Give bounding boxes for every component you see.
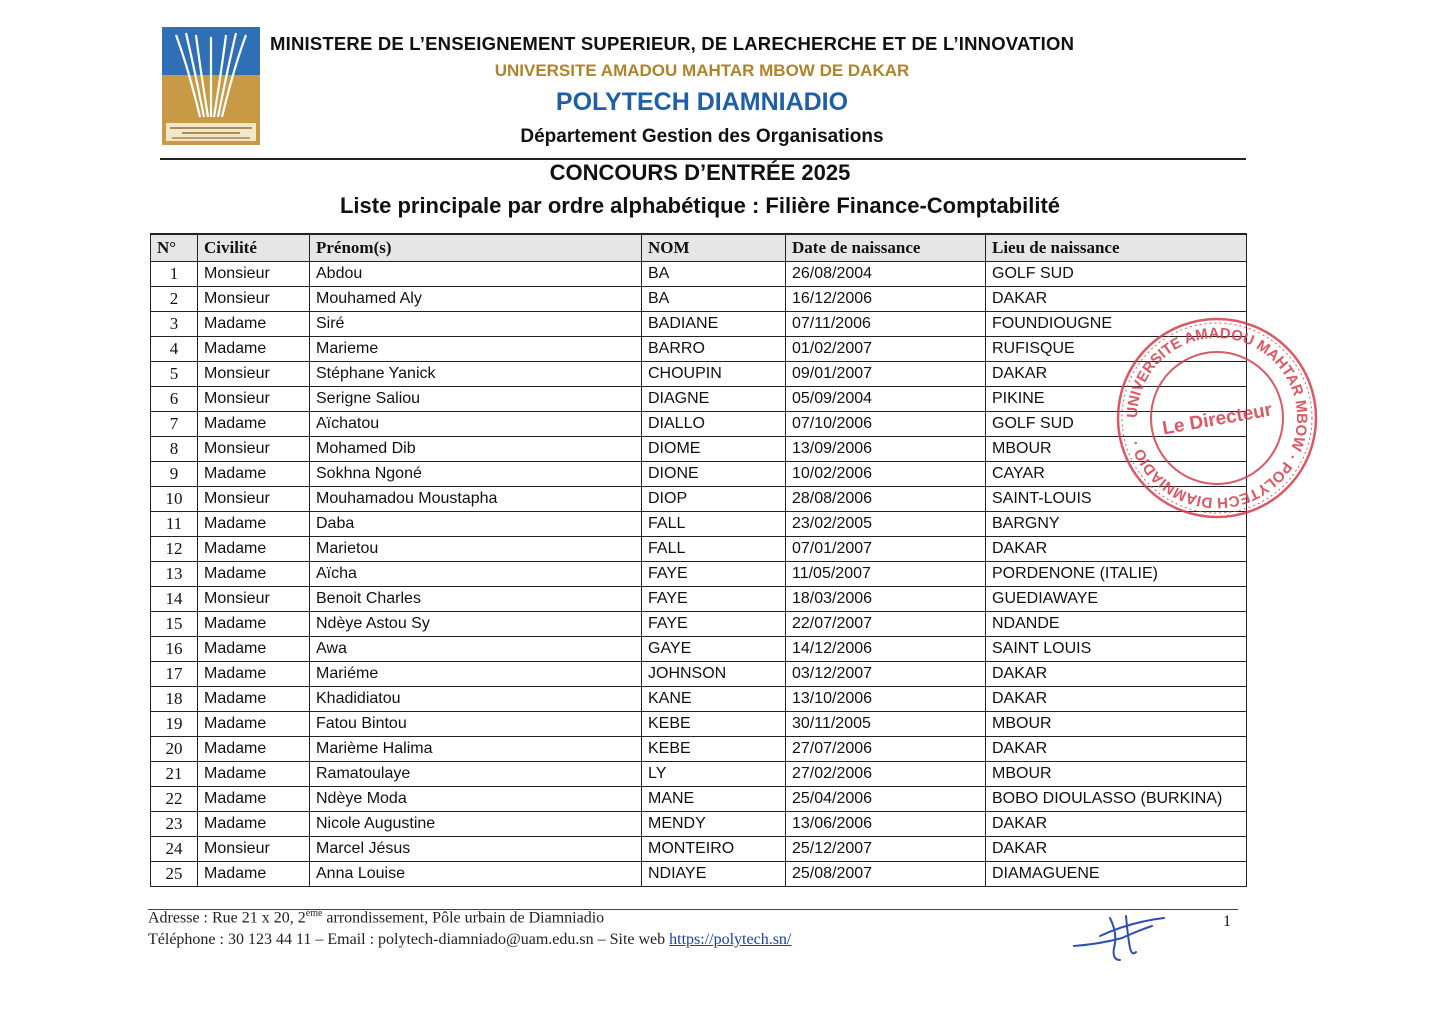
cell-birth-date: 26/08/2004: [786, 261, 986, 286]
list-title: Liste principale par ordre alphabétique : Filière Finance-Comptabilité: [339, 193, 1061, 218]
cell-first-names: Stéphane Yanick: [310, 361, 642, 386]
cell-first-names: Benoit Charles: [310, 586, 642, 611]
cell-number: 19: [151, 711, 198, 736]
cell-number: 3: [151, 311, 198, 336]
cell-first-names: Awa: [310, 636, 642, 661]
cell-first-names: Ramatoulaye: [310, 761, 642, 786]
cell-first-names: Nicole Augustine: [310, 811, 642, 836]
cell-birth-place: DAKAR: [986, 661, 1247, 686]
cell-first-names: Siré: [310, 311, 642, 336]
cell-last-name: FALL: [642, 536, 786, 561]
cell-birth-date: 14/12/2006: [786, 636, 986, 661]
cell-birth-date: 05/09/2004: [786, 386, 986, 411]
cell-birth-place: GOLF SUD: [986, 411, 1247, 436]
cell-civility: Madame: [198, 311, 310, 336]
cell-number: 17: [151, 661, 198, 686]
cell-last-name: GAYE: [642, 636, 786, 661]
table-row: [151, 461, 1247, 486]
cell-number: 11: [151, 511, 198, 536]
cell-first-names: Mouhamed Aly: [310, 286, 642, 311]
cell-civility: Madame: [198, 411, 310, 436]
university-logo: [162, 27, 260, 145]
cell-birth-date: 10/02/2006: [786, 461, 986, 486]
cell-number: 1: [151, 261, 198, 286]
table-row: [151, 411, 1247, 436]
candidates-table-container: [150, 233, 1246, 887]
cell-first-names: Fatou Bintou: [310, 711, 642, 736]
cell-number: 22: [151, 786, 198, 811]
footer-address: [148, 908, 604, 927]
cell-first-names: Aïchatou: [310, 411, 642, 436]
cell-first-names: Ndèye Moda: [310, 786, 642, 811]
logo-graphic: [162, 27, 260, 145]
cell-first-names: Daba: [310, 511, 642, 536]
cell-birth-place: MBOUR: [986, 761, 1247, 786]
cell-first-names: Aïcha: [310, 561, 642, 586]
department-name: Département Gestion des Organisations: [520, 126, 884, 147]
cell-last-name: LY: [642, 761, 786, 786]
table-row: [151, 536, 1247, 561]
table-header-row: [151, 234, 1247, 261]
table-row: [151, 736, 1247, 761]
cell-civility: Madame: [198, 786, 310, 811]
cell-birth-place: DAKAR: [986, 286, 1247, 311]
cell-number: 21: [151, 761, 198, 786]
cell-first-names: Khadidiatou: [310, 686, 642, 711]
table-row: [151, 361, 1247, 386]
cell-birth-date: 09/01/2007: [786, 361, 986, 386]
cell-birth-date: 27/07/2006: [786, 736, 986, 761]
stamp-ring-text: UNIVERSITE AMADOU MAHTAR MBOW · POLYTECH DIAMNIADIO ·: [1123, 324, 1311, 512]
cell-first-names: Marieme: [310, 336, 642, 361]
table-row: [151, 786, 1247, 811]
table-row: [151, 661, 1247, 686]
cell-first-names: Ndèye Astou Sy: [310, 611, 642, 636]
cell-number: 14: [151, 586, 198, 611]
cell-birth-place: SAINT LOUIS: [986, 636, 1247, 661]
exam-title: CONCOURS D’ENTRÉE 2025: [549, 160, 851, 185]
address-prefix: Adresse : Rue 21 x 20, 2: [148, 909, 306, 927]
table-row: [151, 686, 1247, 711]
column-header-first-names: Prénom(s): [310, 234, 642, 261]
cell-number: 7: [151, 411, 198, 436]
cell-last-name: KANE: [642, 686, 786, 711]
table-row: [151, 861, 1247, 886]
cell-number: 10: [151, 486, 198, 511]
cell-last-name: BARRO: [642, 336, 786, 361]
cell-number: 18: [151, 686, 198, 711]
page-number: 1: [1223, 913, 1231, 930]
cell-civility: Madame: [198, 636, 310, 661]
cell-civility: Monsieur: [198, 261, 310, 286]
cell-number: 16: [151, 636, 198, 661]
table-row: [151, 611, 1247, 636]
cell-civility: Monsieur: [198, 486, 310, 511]
cell-last-name: DIALLO: [642, 411, 786, 436]
cell-civility: Monsieur: [198, 586, 310, 611]
cell-birth-date: 22/07/2007: [786, 611, 986, 636]
cell-civility: Madame: [198, 611, 310, 636]
cell-number: 25: [151, 861, 198, 886]
cell-number: 23: [151, 811, 198, 836]
cell-civility: Madame: [198, 511, 310, 536]
table-row: [151, 436, 1247, 461]
cell-last-name: DIONE: [642, 461, 786, 486]
cell-birth-date: 25/04/2006: [786, 786, 986, 811]
website-link[interactable]: https://polytech.sn/: [669, 931, 792, 948]
cell-birth-place: CAYAR: [986, 461, 1247, 486]
cell-last-name: KEBE: [642, 736, 786, 761]
cell-last-name: BA: [642, 286, 786, 311]
table-body: [151, 261, 1247, 886]
cell-first-names: Marième Halima: [310, 736, 642, 761]
cell-first-names: Mariéme: [310, 661, 642, 686]
column-header-birth-place: Lieu de naissance: [986, 234, 1247, 261]
cell-birth-date: 03/12/2007: [786, 661, 986, 686]
cell-birth-place: DAKAR: [986, 736, 1247, 761]
school-name: POLYTECH DIAMNIADIO: [555, 88, 849, 116]
cell-civility: Madame: [198, 861, 310, 886]
cell-birth-date: 11/05/2007: [786, 561, 986, 586]
university-name: UNIVERSITE AMADOU MAHTAR MBOW DE DAKAR: [494, 61, 910, 80]
cell-birth-place: FOUNDIOUGNE: [986, 311, 1247, 336]
cell-birth-date: 16/12/2006: [786, 286, 986, 311]
cell-civility: Monsieur: [198, 286, 310, 311]
cell-civility: Madame: [198, 711, 310, 736]
cell-civility: Madame: [198, 336, 310, 361]
cell-birth-date: 18/03/2006: [786, 586, 986, 611]
footer-contact: [148, 931, 791, 949]
table-row: [151, 711, 1247, 736]
cell-first-names: Mouhamadou Moustapha: [310, 486, 642, 511]
table-row: [151, 311, 1247, 336]
cell-civility: Monsieur: [198, 386, 310, 411]
cell-birth-place: DAKAR: [986, 811, 1247, 836]
table-row: [151, 486, 1247, 511]
director-signature: [1070, 908, 1170, 964]
cell-civility: Monsieur: [198, 436, 310, 461]
address-suffix: arrondissement, Pôle urbain de Diamniadio: [322, 909, 605, 927]
column-header-birth-date: Date de naissance: [786, 234, 986, 261]
cell-last-name: JOHNSON: [642, 661, 786, 686]
table-row: [151, 386, 1247, 411]
cell-civility: Madame: [198, 686, 310, 711]
cell-last-name: DIOP: [642, 486, 786, 511]
table-row: [151, 561, 1247, 586]
cell-birth-date: 25/12/2007: [786, 836, 986, 861]
table-row: [151, 261, 1247, 286]
table-row: [151, 811, 1247, 836]
address-superscript: ème: [305, 908, 323, 919]
cell-birth-place: MBOUR: [986, 436, 1247, 461]
cell-civility: Madame: [198, 761, 310, 786]
table-row: [151, 761, 1247, 786]
cell-last-name: BADIANE: [642, 311, 786, 336]
cell-number: 6: [151, 386, 198, 411]
cell-birth-place: MBOUR: [986, 711, 1247, 736]
cell-number: 2: [151, 286, 198, 311]
cell-last-name: DIOME: [642, 436, 786, 461]
cell-last-name: MENDY: [642, 811, 786, 836]
ministry-heading: MINISTERE DE L’ENSEIGNEMENT SUPERIEUR, DE LARECHERCHE ET DE L’INNOVATION: [270, 33, 1075, 54]
cell-number: 15: [151, 611, 198, 636]
candidates-table: [150, 233, 1247, 887]
table-row: [151, 336, 1247, 361]
cell-birth-date: 13/06/2006: [786, 811, 986, 836]
cell-number: 13: [151, 561, 198, 586]
cell-last-name: FAYE: [642, 561, 786, 586]
cell-birth-place: BARGNY: [986, 511, 1247, 536]
cell-number: 8: [151, 436, 198, 461]
column-header-number: N°: [151, 234, 198, 261]
cell-birth-date: 30/11/2005: [786, 711, 986, 736]
cell-last-name: NDIAYE: [642, 861, 786, 886]
cell-last-name: MONTEIRO: [642, 836, 786, 861]
column-header-civility: Civilité: [198, 234, 310, 261]
cell-civility: Monsieur: [198, 836, 310, 861]
cell-birth-place: DAKAR: [986, 836, 1247, 861]
cell-birth-date: 07/10/2006: [786, 411, 986, 436]
cell-civility: Madame: [198, 561, 310, 586]
table-row: [151, 511, 1247, 536]
cell-birth-date: 28/08/2006: [786, 486, 986, 511]
cell-birth-place: GOLF SUD: [986, 261, 1247, 286]
cell-number: 4: [151, 336, 198, 361]
cell-number: 9: [151, 461, 198, 486]
cell-number: 24: [151, 836, 198, 861]
cell-birth-date: 07/01/2007: [786, 536, 986, 561]
cell-birth-place: DIAMAGUENE: [986, 861, 1247, 886]
cell-number: 20: [151, 736, 198, 761]
cell-birth-place: PIKINE: [986, 386, 1247, 411]
cell-first-names: Mohamed Dib: [310, 436, 642, 461]
table-row: [151, 836, 1247, 861]
cell-birth-place: DAKAR: [986, 361, 1247, 386]
contact-text: Téléphone : 30 123 44 11 – Email : polytech-diamniado@uam.edu.sn – Site web: [148, 931, 670, 948]
cell-last-name: MANE: [642, 786, 786, 811]
table-row: [151, 636, 1247, 661]
cell-last-name: FAYE: [642, 611, 786, 636]
cell-birth-place: RUFISQUE: [986, 336, 1247, 361]
cell-last-name: KEBE: [642, 711, 786, 736]
cell-number: 12: [151, 536, 198, 561]
cell-last-name: CHOUPIN: [642, 361, 786, 386]
cell-birth-place: GUEDIAWAYE: [986, 586, 1247, 611]
column-header-last-name: NOM: [642, 234, 786, 261]
cell-first-names: Abdou: [310, 261, 642, 286]
cell-number: 5: [151, 361, 198, 386]
cell-birth-date: 27/02/2006: [786, 761, 986, 786]
cell-first-names: Sokhna Ngoné: [310, 461, 642, 486]
table-row: [151, 586, 1247, 611]
cell-last-name: DIAGNE: [642, 386, 786, 411]
cell-first-names: Marietou: [310, 536, 642, 561]
table-row: [151, 286, 1247, 311]
cell-civility: Madame: [198, 811, 310, 836]
cell-birth-date: 13/10/2006: [786, 686, 986, 711]
cell-civility: Madame: [198, 536, 310, 561]
cell-birth-place: NDANDE: [986, 611, 1247, 636]
cell-civility: Monsieur: [198, 361, 310, 386]
cell-civility: Madame: [198, 736, 310, 761]
cell-first-names: Marcel Jésus: [310, 836, 642, 861]
cell-last-name: FALL: [642, 511, 786, 536]
cell-birth-place: DAKAR: [986, 686, 1247, 711]
cell-birth-place: BOBO DIOULASSO (BURKINA): [986, 786, 1247, 811]
cell-civility: Madame: [198, 661, 310, 686]
cell-first-names: Serigne Saliou: [310, 386, 642, 411]
cell-birth-place: DAKAR: [986, 536, 1247, 561]
stamp-center-text: Le Directeur: [1160, 399, 1274, 440]
cell-birth-date: 01/02/2007: [786, 336, 986, 361]
cell-birth-place: SAINT-LOUIS: [986, 486, 1247, 511]
cell-last-name: FAYE: [642, 586, 786, 611]
cell-birth-date: 13/09/2006: [786, 436, 986, 461]
cell-civility: Madame: [198, 461, 310, 486]
cell-birth-place: PORDENONE (ITALIE): [986, 561, 1247, 586]
cell-birth-date: 07/11/2006: [786, 311, 986, 336]
cell-last-name: BA: [642, 261, 786, 286]
cell-birth-date: 23/02/2005: [786, 511, 986, 536]
cell-first-names: Anna Louise: [310, 861, 642, 886]
cell-birth-date: 25/08/2007: [786, 861, 986, 886]
